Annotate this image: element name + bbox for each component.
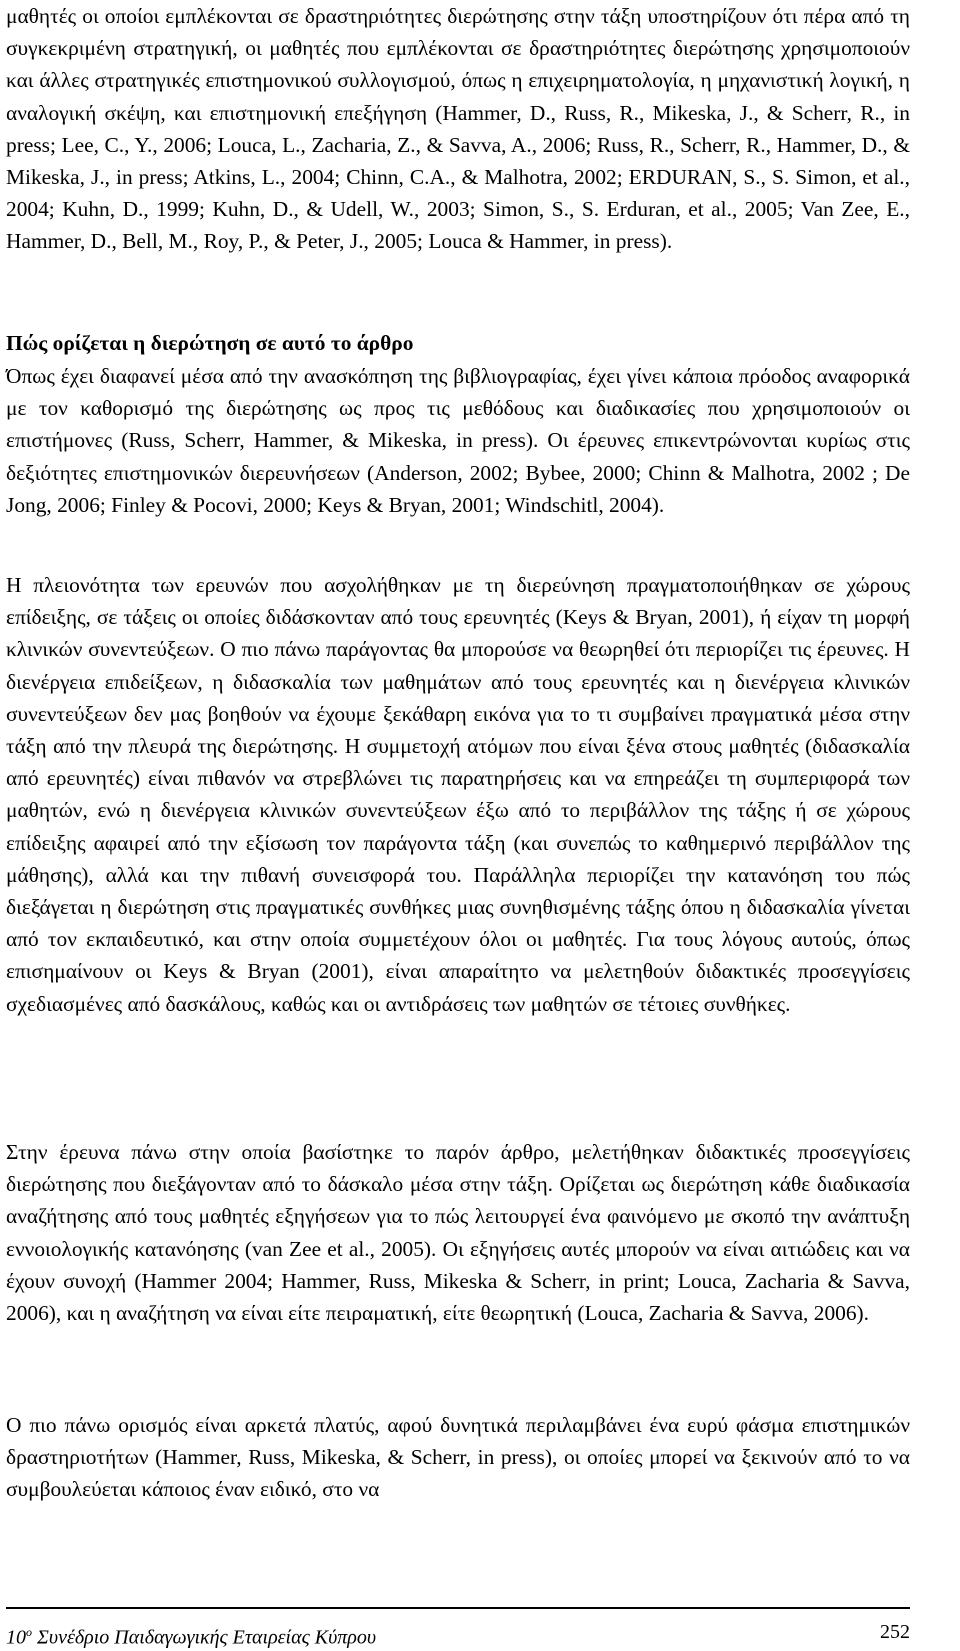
paragraph-research-limitations: Η πλειονότητα των ερευνών που ασχολήθηκαν με τη διερεύνηση πραγματοποιήθηκαν σε χώρους επίδειξης, σε τάξεις οι οποίες διδάσκονταν από τους ερευνητές (Keys & Bryan, 2001), ή είχαν τη μορφή κλινικών συνεντεύξεων. Ο πιο πάνω παράγοντας θα μπορούσε να θεωρηθεί ότι περιορίζει τις έρευνες. Η διενέργεια επιδείξεων, η διδασκαλία των μαθημάτων από τους ερευνητές και η διενέργεια κλινικών συνεντεύξεων δεν μας βοηθούν να έχουμε ξεκάθαρη εικόνα για το τι συμβαίνει πραγματικά μέσα στην τάξη από την πλευρά της διερώτησης. Η συμμετοχή ατόμων που είναι ξένα στους μαθητές (διδασκαλία από ερευνητές) είναι πιθανόν να στρεβλώνει τις παρατηρήσεις και να επηρεάζει τη συμπεριφορά των μαθητών, ενώ η διενέργεια κλινικών συνεντεύξεων έξω από το περιβάλλον της τάξης ή σε χώρους επίδειξης αφαιρεί από την εξίσωση τον παράγοντα τάξη (και συνεπώς το καθημερινό περιβάλλον της μάθησης), αλλά και την πιθανή συνεισφορά του. Παράλληλα περιορίζει την κατανόηση του πώς διεξάγεται η διερώτηση στις πραγματικές συνθήκες μιας συνηθισμένης τάξης όπου η διδασκαλία γίνεται από τον εκπαιδευτικό, και στην οποία συμμετέχουν όλοι οι μαθητές. Για τους λόγους αυτούς, όπως επισημαίνουν οι Keys & Bryan (2001), είναι απαραίτητο να μελετηθούν διδακτικές προσεγγίσεις σχεδιασμένες από δασκάλους, καθώς και οι αντιδράσεις των μαθητών σε τέτοιες συνθήκες.: [6, 573, 910, 1016]
paragraph-inquiry-strategies: μαθητές οι οποίοι εμπλέκονται σε δραστηριότητες διερώτησης στην τάξη υποστηρίζουν ότι πέρα από τη συγκεκριμένη στρατηγική, οι μαθητές που εμπλέκονται σε δραστηριότητες διερώτησης χρησιμοποιούν και άλλες στρατηγικές επιστημονικού συλλογισμού, όπως η επιχειρηματολογία, η μηχανιστική λογική, η αναλογική σκέψη, και επιστημονική επεξήγηση (Hammer, D., Russ, R., Mikeska, J., & Scherr, R., in press; Lee, C., Y., 2006; Louca, L., Zacharia, Z., & Savva, A., 2006; Russ, R., Scherr, R., Hammer, D., & Mikeska, J., in press; Atkins, L., 2004; Chinn, C.A., & Malhotra, 2002; ERDURAN, S., S. Simon, et al., 2004; Kuhn, D., 1999; Kuhn, D., & Udell, W., 2003; Simon, S., S. Erduran, et al., 2005; Van Zee, E., Hammer, D., Bell, M., Roy, P., & Peter, J., 2005; Louca & Hammer, in press).: [6, 4, 910, 254]
paragraph-definition-progress: Όπως έχει διαφανεί μέσα από την ανασκόπηση της βιβλιογραφίας, έχει γίνει κάποια πρόοδος αναφορικά με τον καθορισμό της διερώτησης ως προς τις μεθόδους και διαδικασίες που χρησιμοποιούν οι επιστήμονες (Russ, Scherr, Hammer, & Mikeska, in press). Οι έρευνες επικεντρώνονται κυρίως στις δεξιότητες επιστημονικών διερευνήσεων (Anderson, 2002; Bybee, 2000; Chinn & Malhotra, 2002 ; De Jong, 2006; Finley & Pocovi, 2000; Keys & Bryan, 2001; Windschitl, 2004).: [6, 364, 910, 517]
conference-name: Συνέδριο Παιδαγωγικής Εταιρείας Κύπρου: [32, 1626, 377, 1649]
conference-number: 10: [6, 1626, 26, 1649]
footer-conference-title: [6, 1620, 376, 1650]
conference-ordinal: ο: [26, 1625, 32, 1639]
paragraph-broad-definition: Ο πιο πάνω ορισμός είναι αρκετά πλατύς, αφού δυνητικά περιλαμβάνει ένα ευρύ φάσμα επιστημικών δραστηριοτήτων (Hammer, Russ, Mikeska, & Scherr, in press), οι οποίες μπορεί να ξεκινούν από το να συμβουλεύεται κάποιος έναν ειδικό, στο να: [6, 1413, 910, 1502]
footer-divider: [6, 1607, 910, 1609]
paragraph-current-study: Στην έρευνα πάνω στην οποία βασίστηκε το παρόν άρθρο, μελετήθηκαν διδακτικές προσεγγίσεις διερώτησης που διεξάγονταν από το δάσκαλο μέσα στην τάξη. Ορίζεται ως διερώτηση κάθε διαδικασία αναζήτησης από τους μαθητές εξηγήσεων για το πώς λειτουργεί ένα φαινόμενο με σκοπό την ανάπτυξη εννοιολογικής κατανόησης (van Zee et al., 2005). Οι εξηγήσεις αυτές μπορούν να είναι αιτιώδεις και να έχουν συνοχή (Hammer 2004; Hammer, Russ, Mikeska & Scherr, in print; Louca, Zacharia & Savva, 2006), και η αναζήτηση να είναι είτε πειραματική, είτε θεωρητική (Louca, Zacharia & Savva, 2006).: [6, 1140, 910, 1326]
page-number: 252: [880, 1621, 910, 1643]
section-heading: Πώς ορίζεται η διερώτηση σε αυτό το άρθρο: [6, 331, 414, 355]
